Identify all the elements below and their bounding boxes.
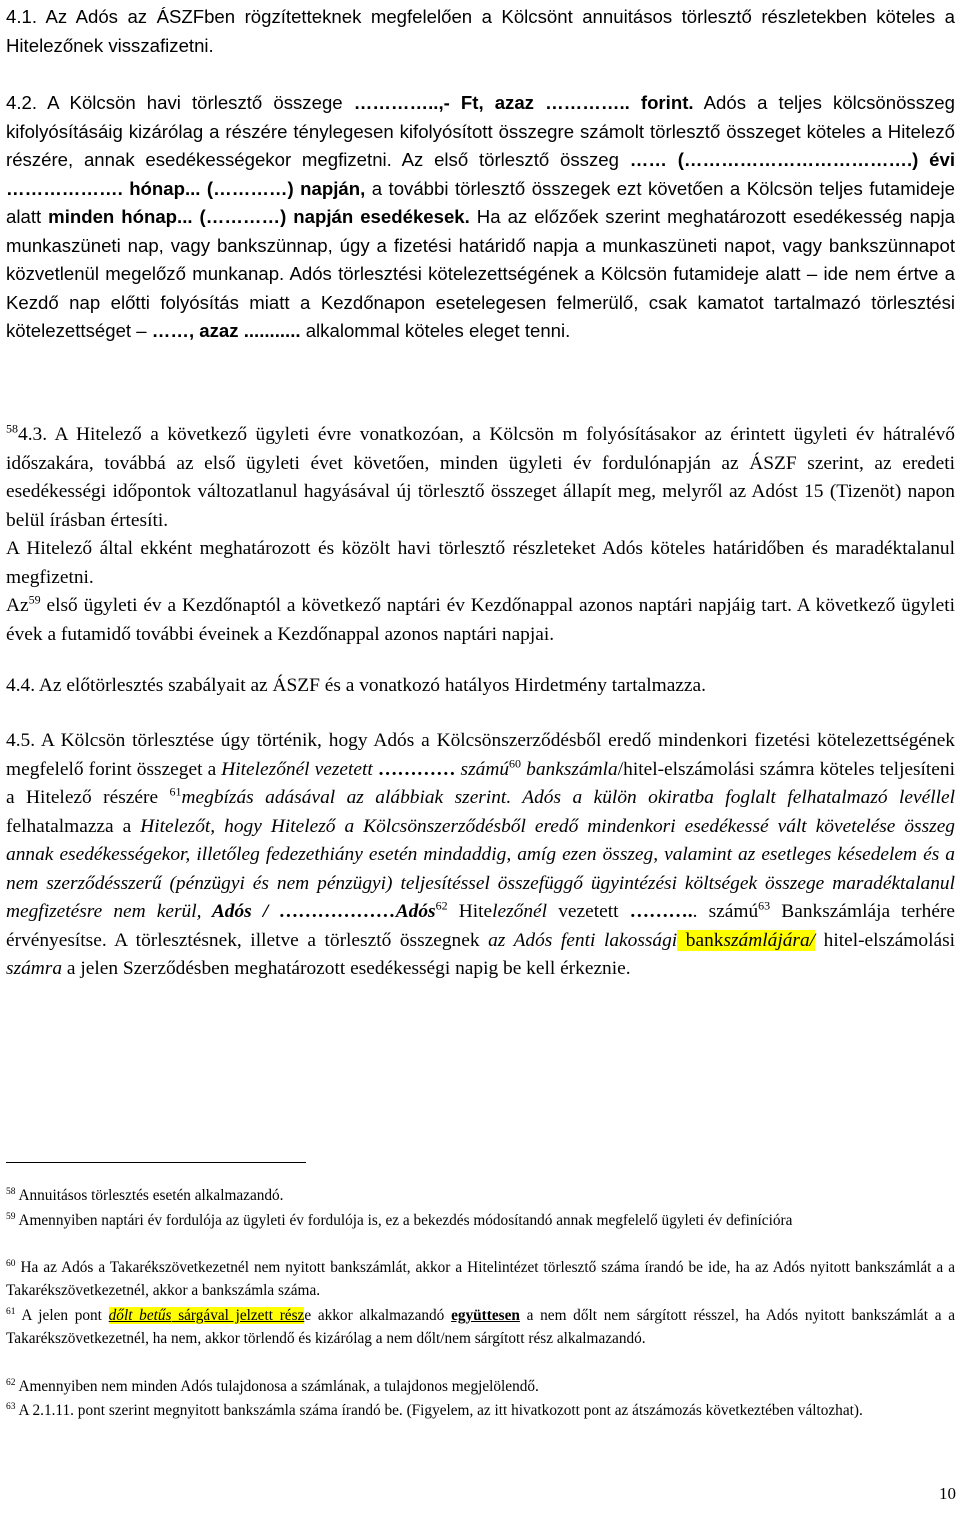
footnote-61-highlight-italic: dőlt betűs <box>108 1307 172 1324</box>
section-4-4-text: 4.4. Az előtörlesztés szabályait az ÁSZF és a vonatkozó hatályos Hirdetmény tartalmazza. <box>6 675 706 696</box>
footnote-ref-61: 61 <box>169 784 182 799</box>
installment-amount-blank: …………..,- Ft, azaz ………….. forint. <box>353 92 694 113</box>
footnote-ref-63: 63 <box>758 898 771 913</box>
section-4-2-closing: alkalommal köteles eleget tenni. <box>300 320 571 342</box>
first-installment-date-blank: …… (……………………………….) évi ………………. hónap... (…………) napján, <box>6 149 955 199</box>
section-4-5-t15: Bankszámlája terhére érvényesítse. A törlesztésnek, illetve a törlesztő összegnek <box>6 901 956 951</box>
section-4-1 <box>6 3 955 60</box>
section-4-5-t20: számra <box>6 958 63 980</box>
section-4-5-t14: . számú <box>692 901 759 923</box>
footnote-ref-59: 59 <box>28 592 41 607</box>
section-4-5 <box>6 727 955 984</box>
section-4-5-t19: hitel-elszámolási <box>815 929 956 951</box>
document-page <box>6 0 956 1513</box>
section-4-5-t11i: lezőnél <box>492 901 548 923</box>
monthly-due-date-blank: minden hónap... (…………) napján esedékesek. <box>48 206 470 228</box>
section-4-1-text: 4.1. Az Adós az ÁSZFben rögzítetteknek megfelelően a Kölcsönt annuitásos törlesztő részletekben köteles a Hitelezőnek visszafizetni. <box>6 6 955 56</box>
page-number: 10 <box>939 1484 956 1503</box>
section-4-5-t6: /hitel-elszámolási számra köteles teljesíteni a Hitelező részére <box>6 758 955 809</box>
footnote-61-number: 61 <box>6 1306 16 1317</box>
footnote-61-text-a: A jelen pont <box>15 1307 109 1324</box>
footnote-62 <box>6 1376 955 1399</box>
footnote-separator <box>6 1162 306 1163</box>
section-4-5-t8: felhatalmazza a <box>6 815 141 837</box>
section-4-4 <box>6 672 955 701</box>
footnote-58 <box>6 1185 955 1208</box>
section-4-2-intro: 4.2. A Kölcsön havi törlesztő összege <box>6 92 354 113</box>
section-4-5-t11: Hite <box>447 901 493 923</box>
footnote-60 <box>6 1257 955 1303</box>
section-4-3-payment: A Hitelező által ekként meghatározott és közölt havi törlesztő részleteket Adós köteles határidőben és maradéktalanul megfizetni. <box>6 538 955 588</box>
highlighted-bank: bank <box>677 929 724 951</box>
section-4-3-year-b: első ügyleti év a Kezdőnaptól a következő naptári év Kezdőnappal azonos naptári napjáig tart. A következő ügyleti évek a futamidő további éveinek a Kezdőnappal azonos naptári napjai. <box>6 595 955 645</box>
footnote-58-text: Annuitásos törlesztés esetén alkalmazandó. <box>15 1187 284 1204</box>
section-4-2-body: Adós a teljes kölcsönösszeg kifolyósításáig kizárólag a részére ténylegesen kifolyósított összegre számolt törlesztő összeget köteles a Hitelező részére, annak esedékességekor megfizetni. Az első törlesztő összeg <box>6 92 955 171</box>
debtor-name-blank: Adós / ………………Adós <box>201 901 436 923</box>
footnote-63 <box>6 1400 955 1423</box>
section-4-2-holiday-rule: Ha az előzőek szerint meghatározott esedékesség napja munkaszüneti nap, vagy bankszünnap, úgy a fizetési határidő napja a munkaszüneti napot, vagy bankszünnapot közvetlenül megelőző munkanap. Adós törlesztési kötelezettségének a Kölcsön futamideje alatt – ide nem értve a Kezdő nap előtti folyósítás miatt a Kezdőnapon esetelegesen felmerülő, csak kamatot tartalmazó törlesztési kötelezettséget – <box>6 206 955 342</box>
installment-count-blank: ……, azaz ........... <box>151 320 301 342</box>
footnote-63-text: A 2.1.11. pont szerint megnyitott bankszámla száma írandó be. (Figyelem, az itt hivatkozott pont az átszámozás következtében változhat). <box>15 1402 863 1419</box>
footnote-ref-60: 60 <box>509 756 522 771</box>
footnote-58-number: 58 <box>6 1186 16 1197</box>
section-4-5-t5: bankszámla <box>521 758 618 780</box>
section-4-2 <box>6 89 955 346</box>
footnote-ref-58: 58 <box>6 421 19 436</box>
section-4-5-t7: megbízás adásával az alábbiak szerint. Adós a külön okiratba foglalt felhatalmazó levéllel <box>181 787 955 809</box>
account-number-blank: ………. <box>629 901 693 923</box>
footnote-61-text-c: a nem dőlt nem sárgított résszel, ha Adós nyitott bankszámlát a a Takarékszövetkezetnél, ha nem, akkor törlendő és kizárólag a nem dőlt/nem sárgított rész alkalmazandó. <box>6 1307 956 1347</box>
section-4-5-t21: a jelen Szerződésben meghatározott esedékességi napig be kell érkeznie. <box>62 958 631 980</box>
footnote-61 <box>6 1305 955 1351</box>
footnote-62-text: Amennyiben nem minden Adós tulajdonosa a számlának, a tulajdonos megjelölendő. <box>15 1378 539 1395</box>
section-4-3-text: 4.3. A Hitelező a következő ügyleti évre vonatkozóan, a Kölcsön m folyósításakor az érintett ügyleti év hátralévő időszakára, továbbá az első ügyleti évet követően, minden ügyleti év fordulónapján az ÁSZF szerint, az eredeti esedékességi időpontok változatlanul hagyásával új törlesztő összeget állapít meg, melyről az Adóst 15 (Tizenöt) napon belül írásban értesíti. <box>6 424 955 531</box>
section-4-5-t9: Hitelezőt, hogy Hitelező a Kölcsönszerződésből eredő mindenkori esedékessé vált követelése összeg annak esedékességekor, illetőleg fedezethiány esetén mindaddig, amíg ezen összeg, valamint az esetleges késedelem és a nem szerződésszerű (pénzügyi és nem pénzügyi) teljesítéssel összefüggő ügyintézési költségek összege maradéktalanul megfizetésre nem kerül, <box>6 815 955 923</box>
footnote-61-highlight: sárgával jelzett rész <box>171 1307 305 1324</box>
section-4-5-t2: Hitelezőnél vezetett <box>221 758 373 780</box>
footnote-60-text: Ha az Adós a Takarékszövetkezetnél nem nyitott bankszámlát, akkor a Hitelintézet törlesztő száma írandó be ide, ha az Adós nyitott bankszámlát a a Takarékszövetkezetnél, akkor a bankszámla száma. <box>6 1259 955 1299</box>
account-holder-blank: ………… <box>372 758 456 780</box>
footnote-61-emphasis: együttesen <box>451 1307 520 1324</box>
section-4-3-year-a: Az <box>6 595 29 617</box>
footnote-59 <box>6 1210 955 1233</box>
footnote-ref-62: 62 <box>435 898 448 913</box>
footnote-60-number: 60 <box>6 1258 16 1269</box>
footnote-63-number: 63 <box>6 1401 16 1412</box>
section-4-5-t1: 4.5. A Kölcsön törlesztése úgy történik, hogy Adós a Kölcsönszerződésből eredő mindenkori fizetési kötelezettségének megfelelő forint összeget a <box>6 730 955 780</box>
footnote-59-text: Amennyiben naptári év fordulója az ügyleti év fordulója is, ez a bekezdés módosítandó annak megfelelő ügyleti év definícióra <box>15 1212 793 1229</box>
footnote-59-number: 59 <box>6 1211 16 1222</box>
footnote-61-text-b: e akkor alkalmazandó <box>304 1307 452 1324</box>
highlighted-account: számlájára/ <box>723 929 816 951</box>
section-4-5-t16: az Adós fenti lakossági <box>488 929 678 951</box>
section-4-5-t12: vezetett <box>547 901 630 923</box>
section-4-3 <box>6 421 955 649</box>
section-4-2-following: a további törlesztő összegek ezt követően a Kölcsön teljes futamideje alatt <box>6 177 955 228</box>
footnote-62-number: 62 <box>6 1377 16 1388</box>
section-4-5-t4: számú <box>455 758 510 780</box>
